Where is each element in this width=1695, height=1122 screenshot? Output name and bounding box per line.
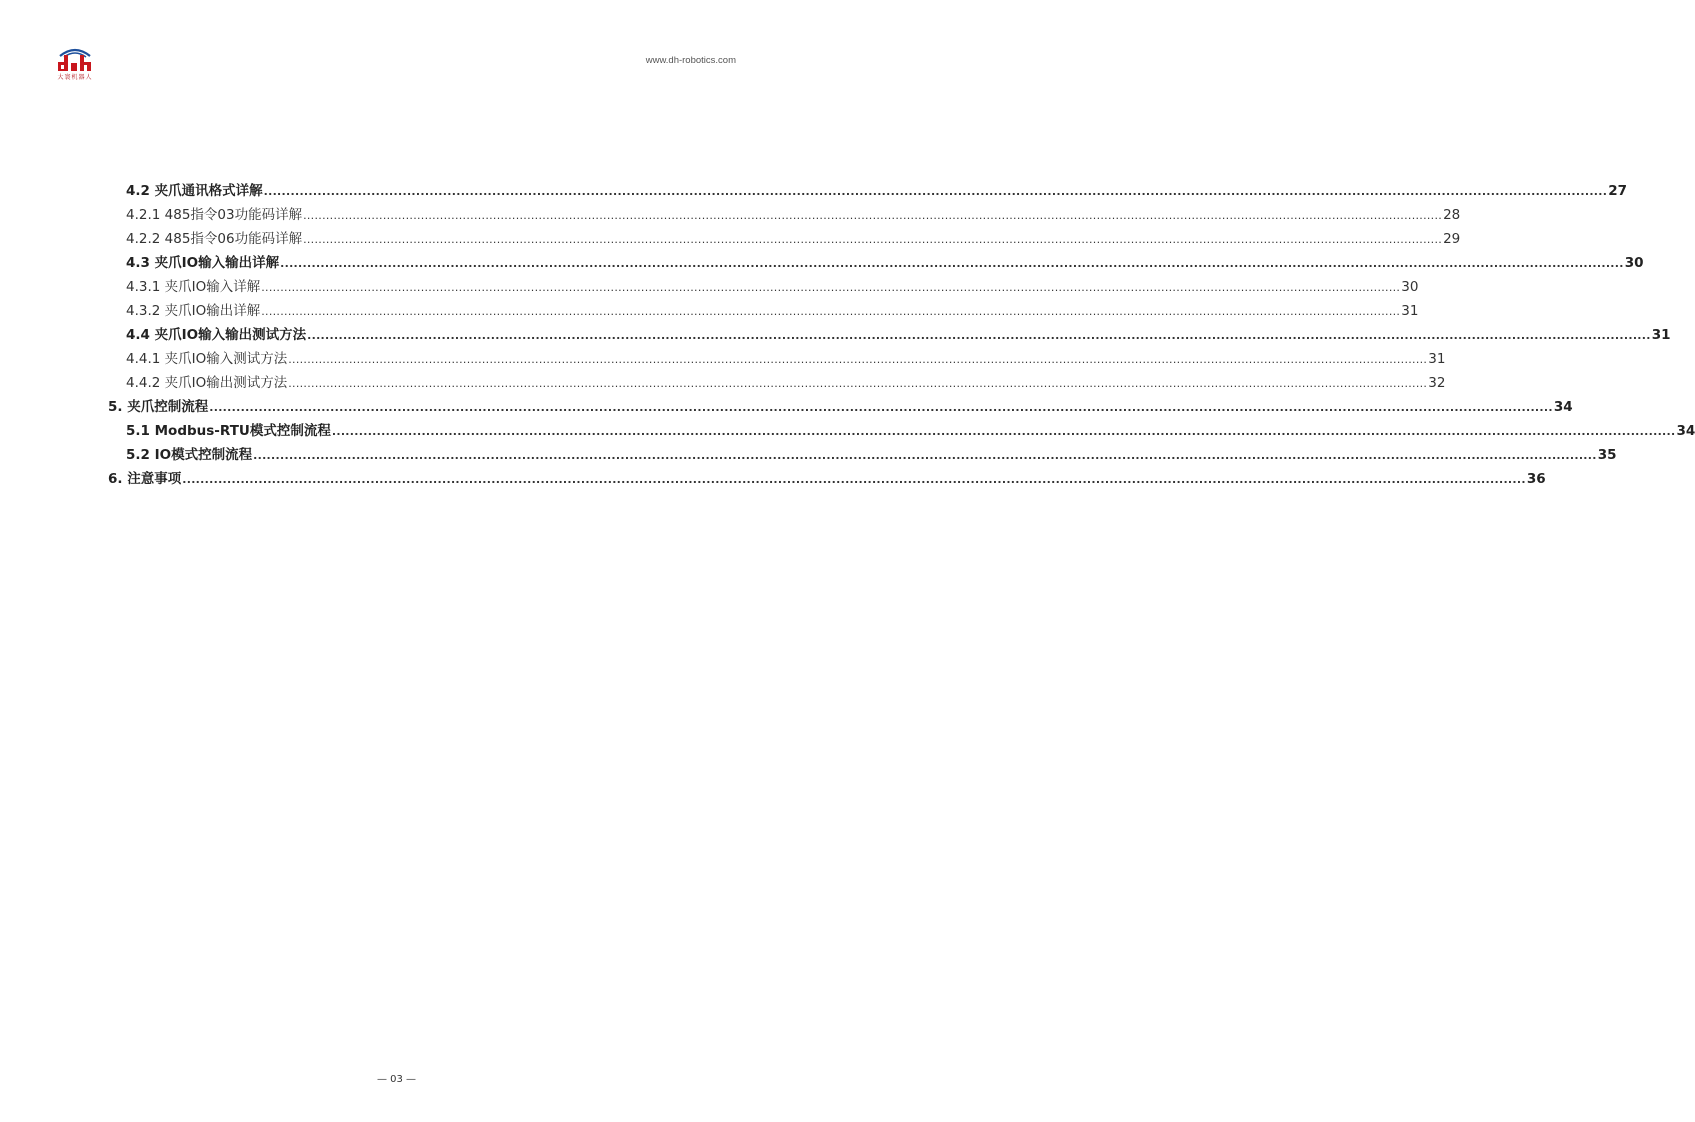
toc-leader-dots: ............................................................................................................................................................................................................................................................................................................ [253, 449, 1597, 462]
toc-entry-page: 31 [1651, 327, 1671, 343]
toc-entry[interactable] [126, 180, 1628, 202]
toc-entry-page: 27 [1608, 183, 1628, 199]
toc-entry[interactable] [126, 276, 1419, 298]
toc-entry-page: 31 [1401, 303, 1419, 319]
toc-entry[interactable] [126, 348, 1446, 370]
toc-leader-dots: ............................................................................................................................................................................................................................................................................................................ [303, 209, 1443, 222]
toc-entry-title: 5. 夹爪控制流程 [108, 399, 209, 415]
toc-entry[interactable] [108, 468, 1546, 490]
toc-entry[interactable] [126, 444, 1617, 466]
toc-leader-dots: ............................................................................................................................................................................................................................................................................................................ [331, 425, 1676, 438]
website-url[interactable]: www.dh-robotics.com [645, 55, 736, 66]
toc-entry-page: 29 [1443, 231, 1461, 247]
toc-entry-page: 34 [1676, 423, 1695, 439]
toc-entry-title: 5.2 IO模式控制流程 [126, 447, 253, 463]
toc-entry[interactable] [126, 204, 1461, 226]
toc-entry-page: 28 [1443, 207, 1461, 223]
toc-entry-title: 6. 注意事项 [108, 471, 182, 487]
toc-entry[interactable] [108, 396, 1573, 418]
dh-logo-icon [54, 46, 96, 74]
toc-entry-title: 4.4.2 夹爪IO输出测试方法 [126, 375, 288, 391]
logo-caption: 大寰机器人 [57, 74, 93, 81]
toc-entry-page: 32 [1428, 375, 1446, 391]
toc-entry-page: 36 [1526, 471, 1546, 487]
toc-entry-title: 4.2.2 485指令06功能码详解 [126, 231, 303, 247]
toc-entry-page: 34 [1553, 399, 1573, 415]
toc-entry[interactable] [126, 372, 1446, 394]
toc-entry-title: 5.1 Modbus-RTU模式控制流程 [126, 423, 331, 439]
page-number: — 03 — [376, 1074, 417, 1085]
toc-entry-title: 4.2.1 485指令03功能码详解 [126, 207, 303, 223]
toc-entry[interactable] [126, 324, 1671, 346]
toc-leader-dots: ............................................................................................................................................................................................................................................................................................................ [303, 233, 1443, 246]
toc-entry-title: 4.3 夹爪IO输入输出详解 [126, 255, 280, 271]
toc-leader-dots: ............................................................................................................................................................................................................................................................................................................ [261, 305, 1401, 318]
toc-leader-dots: ............................................................................................................................................................................................................................................................................................................ [261, 281, 1401, 294]
toc-entry[interactable] [126, 420, 1695, 442]
toc-entry-title: 4.4.1 夹爪IO输入测试方法 [126, 351, 288, 367]
toc-entry-page: 35 [1597, 447, 1617, 463]
toc-entry-page: 31 [1428, 351, 1446, 367]
toc-leader-dots: ............................................................................................................................................................................................................................................................................................................ [288, 353, 1428, 366]
toc-leader-dots: ............................................................................................................................................................................................................................................................................................................ [182, 473, 1526, 486]
toc-entry[interactable] [126, 300, 1419, 322]
toc-entry-title: 4.2 夹爪通讯格式详解 [126, 183, 263, 199]
toc-leader-dots: ............................................................................................................................................................................................................................................................................................................ [280, 257, 1624, 270]
toc-leader-dots: ............................................................................................................................................................................................................................................................................................................ [263, 185, 1608, 198]
toc-entry-title: 4.3.2 夹爪IO输出详解 [126, 303, 261, 319]
toc-entry-page: 30 [1401, 279, 1419, 295]
toc-leader-dots: ............................................................................................................................................................................................................................................................................................................ [307, 329, 1651, 342]
toc-entry-page: 30 [1624, 255, 1644, 271]
toc-leader-dots: ............................................................................................................................................................................................................................................................................................................ [209, 401, 1553, 414]
toc-entry-title: 4.4 夹爪IO输入输出测试方法 [126, 327, 307, 343]
toc-entry[interactable] [126, 252, 1644, 274]
toc-entry-title: 4.3.1 夹爪IO输入详解 [126, 279, 261, 295]
toc-leader-dots: ............................................................................................................................................................................................................................................................................................................ [288, 377, 1428, 390]
toc-entry[interactable] [126, 228, 1461, 250]
